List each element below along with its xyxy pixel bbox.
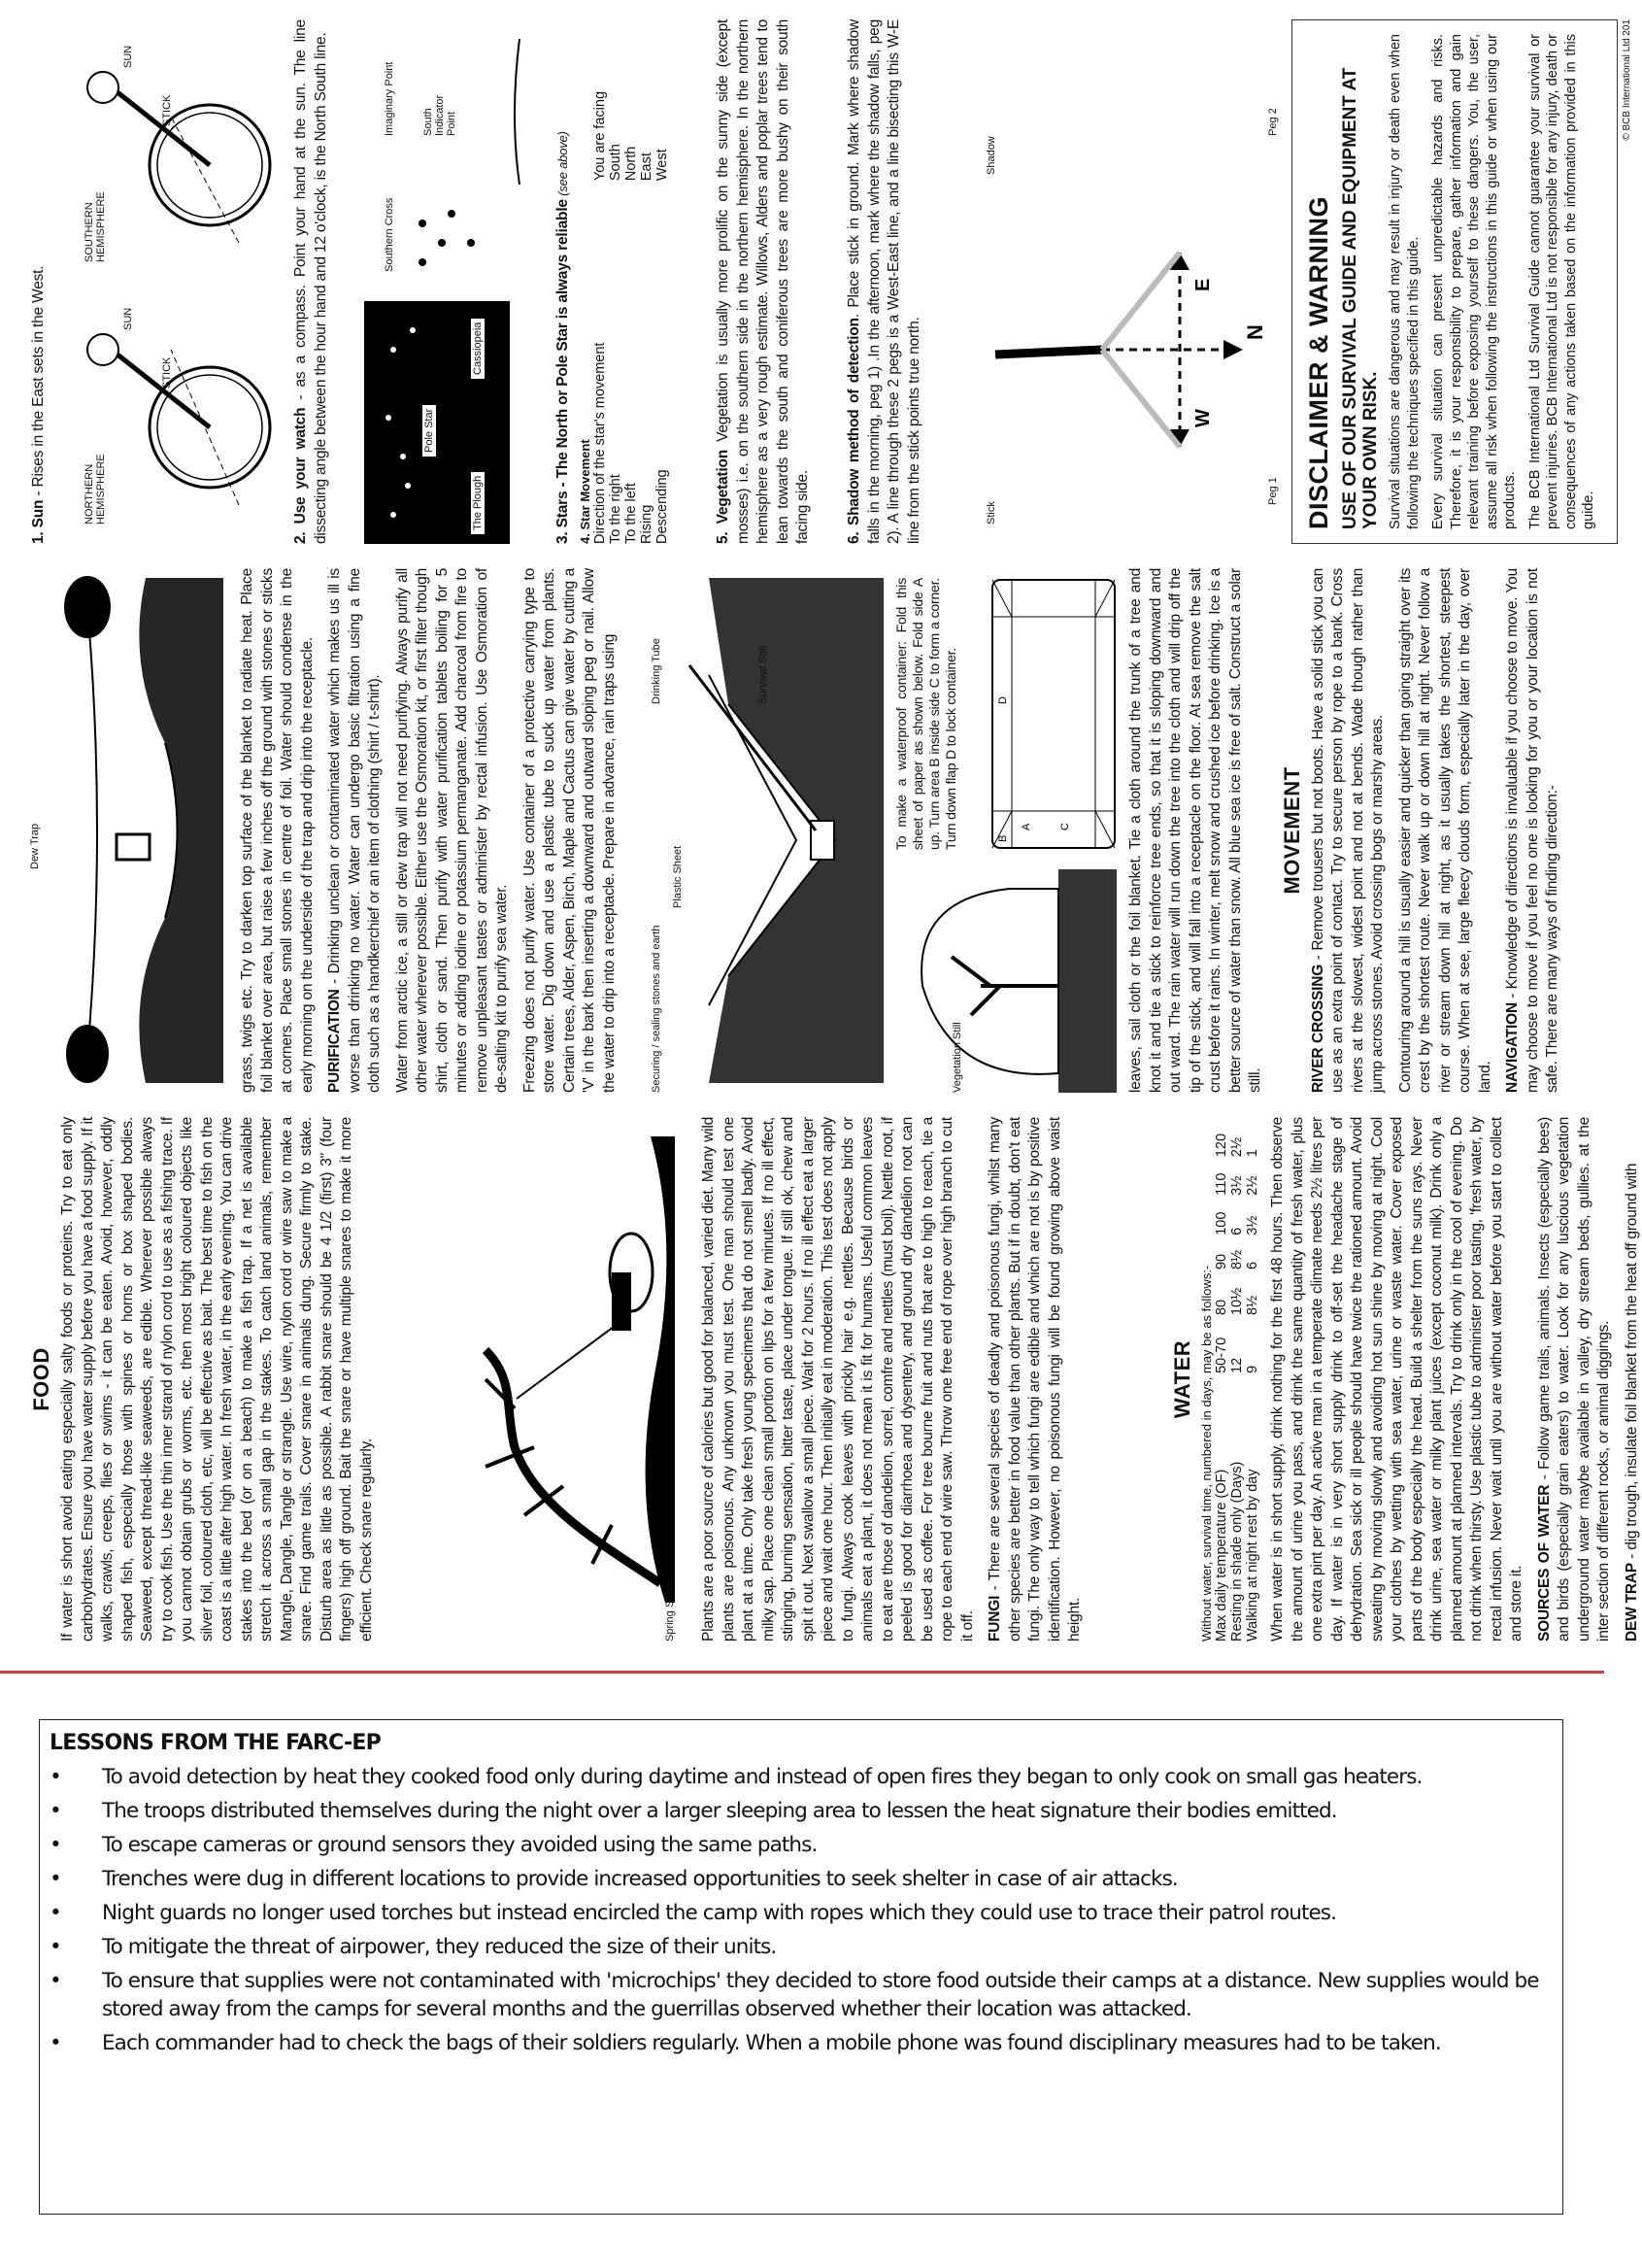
lesson-text: To avoid detection by heat they cooked food only during daytime and instead of open fires they began to only cook on small gas heaters. bbox=[102, 1765, 1423, 1789]
lesson-text: To mitigate the threat of airpower, they reduced the size of their units. bbox=[102, 1935, 777, 1959]
facing-direction: West bbox=[653, 149, 670, 182]
plants-paragraph: Plants are a poor source of calories but good for balanced, varied diet. Many wild plants are poisonous. Any unknown you must test. One man should test one plant at a time. Only take fresh young specimens that do not smell badly. Avoid milky sap. Place one clean small portion on lips for a few minutes. If no ill effect, stinging, burning sensation, bitter taste, place under tongue. If still ok, chew and spit it out. Next swallow a small piece. Wait for 2 hours. If no ill effect eat a larger piece and wait one hour. Then initially eat in moderation. This test does not apply to fungi. Always cook leaves with prickly hair e.g. nettles. Because birds or animals eat a plant, it does not mean it is fit for humans. Useful common leaves to eat are those of dandelion, sorrel, comfre and nettles (must boil). Nettle root, if peeled is good for diarrhoea and dysentery, and ground dry dandelion root can be used as coffee. For tree bourne fruit and nuts that are to high to reach, tie a rope to each end of wire saw. Throw one free end of rope over high branch to cut it off. bbox=[700, 1117, 976, 1642]
star-direction: To the left bbox=[622, 483, 639, 544]
dew-trap-text: - dig trough, insulate foil blanket from the heat off ground with bbox=[1623, 1163, 1640, 1563]
disclaimer-section bbox=[1291, 19, 1632, 544]
northern-hemisphere-label: NORTHERN HEMISPHERE bbox=[84, 454, 107, 525]
water-short-supply-paragraph: When water is in short supply, drink nothing for the first 48 hours. Then observe the amount of urine you pass, and drink the same quantity of fresh water, plus one extra pint per day. An active man in a temperate climate needs 2½ litres per day. If water is in very short supply drink to off-set the headache stage of dehydration. Sea sick or ill people should have twice the rationed amount. Avoid sweating by moving slowly and avoiding hot sun shine by moving at night. Cool your clothes by wetting with sea water, urine or waste water. Cover exposed parts of the body especially the head. Build a shelter from the suns rays. Never drink urine, sea water or milky plant juices (except coconut milk). Drink only a planned amount at planned intervals. Try to drink only in the cool of evening. Do not drink when thirsty. Use plastic tube to administer poor tasting, 'fresh water, by rectal infusion. Never wait until you are without water before you start to collect and store it. bbox=[1269, 1117, 1525, 1642]
shadow-method-section bbox=[845, 19, 971, 544]
lesson-item bbox=[50, 1831, 1549, 1859]
container-label-b: B bbox=[997, 834, 1009, 842]
facing-direction: South bbox=[607, 144, 623, 182]
dew-trap-continued: grass, twigs etc. Try to darken top surface of the blanket to radiate heat. Place foil blanket over area, but raise a few inches off the ground with stones or sticks at corners. Place small stones in centre of foil. Water should condense in the early morning on the underside of the trap and drip into the receptacle. bbox=[239, 568, 316, 1093]
food-heading: FOOD bbox=[29, 1347, 53, 1411]
disclaimer-subtitle: USE OF OUR SURVIVAL GUIDE AND EQUIPMENT AT YOUR OWN RISK. bbox=[1340, 67, 1381, 529]
sources-of-water-paragraph bbox=[1535, 1117, 1615, 1642]
star-movement-row bbox=[608, 19, 623, 544]
lesson-item bbox=[50, 2029, 1549, 2057]
lesson-item bbox=[50, 1967, 1549, 2023]
water-table-row bbox=[1245, 1117, 1260, 1642]
shadow-text: . Place stick in ground. Mark where shadow falls in the morning, peg 1) .In the afternoon, mark where the shadow falls, peg 2). A line through these 2 pegs is a West-East line, and a line bisecting this W-E line from the stick points true north. bbox=[846, 18, 922, 544]
water-table-cell: 50-70 bbox=[1214, 1337, 1229, 1373]
lessons-box bbox=[39, 1719, 1563, 2215]
water-table-cell: 100 bbox=[1214, 1211, 1229, 1236]
section-divider bbox=[0, 1671, 1604, 1674]
spring-snare-illustration bbox=[456, 1117, 680, 1642]
purification-label: PURIFICATION bbox=[326, 989, 343, 1093]
shadow-caption: Shadow bbox=[986, 136, 997, 175]
disclaimer-box bbox=[1291, 19, 1618, 544]
food-paragraph: If water is short avoid eating especially salty foods or proteins. Try to eat only carbohydrates. Ensure you have water supply before you have a food supply. If it walks, crawls, creeps, flies or swims - it can be eaten. Avoid, however, oddly shaped fish, especially those with spines or horns or box shaped bodies. Seaweed, except thread-like seaweeds, are edible. Wherever possible always try to cook fish. Use the thin inner strand of nylon cord to use as a fishing trace. If you cannot obtain grubs or worms, etc. then most bright coloured objects like silver foil, coloured cloth, etc, will be effective as bait. The best time to fish on the coast is a little after high water. In fresh water, in the early evening. You can drive stakes into the bed (or on a beach) to make a fish trap. If a net is available stretch it across a small gap in the stakes. To catch land animals, remember Mangle, Dangle, Tangle or strangle. Use wire, nylon cord or wire saw to make a snare. Find game trails. Cover snare in animals dung. Secure firmly to stake. Disturb area as little as possible. A rabbit snare should be 4 1/2 (first) 3" (four fingers) high off ground. Bait the snare or have multiple snares to make it more efficient. Check snare regularly. bbox=[59, 1117, 375, 1642]
guide-column-navigation bbox=[29, 18, 1632, 544]
bullet-icon: • bbox=[50, 1935, 61, 1959]
navigation-paragraph bbox=[1503, 568, 1563, 1093]
pole-star-label: Pole Star bbox=[422, 405, 436, 457]
cassiopeia-label: Cassiopeia bbox=[471, 319, 485, 379]
bullet-icon: • bbox=[50, 1799, 61, 1823]
dew-trap-caption: Dew Trap bbox=[29, 823, 41, 869]
rain-and-movement-section bbox=[1126, 568, 1583, 1093]
lesson-item bbox=[50, 1763, 1549, 1791]
water-table-row-label: Walking at night rest by day bbox=[1245, 1469, 1260, 1642]
lesson-item bbox=[50, 1797, 1549, 1825]
vegetation-label: 5. Vegetation bbox=[715, 449, 731, 544]
water-table-cell: 3½ bbox=[1229, 1175, 1245, 1196]
water-table-cell: 9 bbox=[1245, 1365, 1260, 1373]
freezing-paragraph: Freezing does not purify water. Use container of a protective carrying type to store water. Dig down and use a plastic tube to suck up water from plants. Certain trees, Alder, Aspen, Birch, Maple and Cactus can give water by cutting a 'V' in the bark then inserting a downward and outward sloping peg or nail. Allow the water to drip into a receptacle. Prepare in advance, rain traps using bbox=[520, 568, 618, 1093]
lesson-item bbox=[50, 1933, 1549, 1961]
east-label: E bbox=[1192, 278, 1214, 291]
water-table-cell: 6 bbox=[1229, 1227, 1245, 1236]
disclaimer-title: DISCLAIMER & WARNING bbox=[1304, 196, 1333, 529]
caption-vegetation-still: Vegetation Still bbox=[952, 1022, 963, 1093]
river-crossing-paragraph bbox=[1309, 568, 1389, 1093]
facing-direction: You are facing bbox=[591, 90, 608, 182]
lesson-item bbox=[50, 1899, 1549, 1927]
star-movement-row bbox=[654, 19, 670, 544]
star-direction: Direction of the star's movement bbox=[591, 342, 608, 544]
spring-snare-drawing bbox=[456, 1117, 680, 1642]
lesson-text: The troops distributed themselves during the night over a larger sleeping area to lessen the heat signature their bodies emitted. bbox=[102, 1799, 1337, 1823]
container-label-a: A bbox=[1021, 823, 1032, 830]
navigation-label: NAVIGATION bbox=[1504, 1001, 1521, 1093]
star-direction: Descending bbox=[653, 469, 670, 544]
stick-label-north: STICK bbox=[161, 356, 173, 389]
fungi-text: - There are several species of deadly and poisonous fungi, whilst many other species are better in food value than other plants. But if in doubt, don't eat fungi. The only way to tell which fungi are edible and which are not is by positive identification. However, no poisonous fungi will be found growing above waist height. bbox=[987, 1117, 1083, 1642]
star-movement-table bbox=[592, 19, 670, 544]
peg2-caption: Peg 2 bbox=[1267, 108, 1279, 136]
bullet-icon: • bbox=[50, 2031, 61, 2055]
water-table-cell: 80 bbox=[1214, 1299, 1229, 1316]
water-table-cell: 12 bbox=[1229, 1357, 1245, 1373]
water-table-cell: 110 bbox=[1214, 1172, 1229, 1196]
vegetation-direction-section bbox=[714, 19, 859, 544]
disclaimer-paragraph: Every survival situation can present unpredictable hazards and risks. Therefore, it is your responsibility to prepare, gather information and gain relevant training before exposing yourself to these dangers. You, the user, assume all risk when following the instructions in this guide or when using our products. bbox=[1430, 34, 1518, 529]
stars-note: (see above) bbox=[555, 131, 570, 200]
stars-illustration bbox=[364, 19, 549, 544]
facing-direction: North bbox=[622, 146, 639, 182]
stick-label-south: STICK bbox=[161, 94, 173, 126]
north-label: N bbox=[1243, 324, 1267, 340]
guide-column-water bbox=[29, 568, 1575, 1093]
guide-column-food bbox=[29, 1117, 1640, 1642]
dew-trap-drawing bbox=[29, 568, 223, 1093]
dew-trap-paragraph bbox=[1623, 1117, 1642, 1642]
spring-snare-caption: Spring Snare bbox=[664, 1578, 676, 1642]
water-table-cell: 1 bbox=[1245, 1149, 1260, 1158]
river-crossing-label: RIVER CROSSING bbox=[1309, 964, 1326, 1093]
water-table-cell: 6 bbox=[1245, 1261, 1260, 1270]
lesson-text: To escape cameras or ground sensors they avoided using the same paths. bbox=[102, 1833, 818, 1857]
arctic-water-paragraph: Water from arctic ice, a still or dew trap will not need purifying. Always purify all other water wherever possible. Either use the Osmoration kit, or first filter though shirt, cloth or sand. Then purify with water purification tablets boiling for 5 minutes or adding iodine or potassium permanganate. Add charcoal from fire to remove unpleasant tastes or administer by rectal infusion. Use Osmoration of de-salting kit to purify sea water. bbox=[393, 568, 510, 1093]
water-heading: WATER bbox=[1170, 1339, 1194, 1419]
rain-trap-paragraph: leaves, sail cloth or the foil blanket. Tie a cloth around the trunk of a tree and knot it and tie a stick to reinforce tree ends, so that it is sloping downward and out ward. The rain water will run down the tree into the cloth and will drip off the tip of the stick, and will fall into a receptacle on the floor. At sea remove the salt crust before it rains. In winter, melt snow and crushed ice before drinking. Ice is a better source of water than snow. All blue sea ice is free of salt. Construct a solar still. bbox=[1127, 568, 1263, 1093]
star-direction: To the right bbox=[607, 474, 623, 544]
water-table-cell: 90 bbox=[1214, 1253, 1229, 1270]
container-label-d: D bbox=[997, 696, 1009, 704]
caption-securing-stones: Securing / sealing stones and earth bbox=[651, 925, 662, 1093]
survival-still-illustration bbox=[651, 568, 884, 1093]
sun-label-north: SUN bbox=[122, 307, 134, 330]
water-table-cell: 3½ bbox=[1245, 1215, 1260, 1236]
water-table-cell: 10½ bbox=[1229, 1287, 1245, 1316]
container-label-c: C bbox=[1059, 823, 1071, 830]
star-movement-row bbox=[623, 19, 639, 544]
sources-label: SOURCES OF WATER bbox=[1535, 1484, 1553, 1642]
watch-text: - as a compass. Point your hand at the sun. The line dissecting angle between the hour hand and 12 o'clock, is the North South line. bbox=[292, 19, 329, 544]
food-section bbox=[29, 1117, 437, 1642]
watch-compass-illustration bbox=[64, 19, 287, 544]
star-field-drawing bbox=[364, 19, 549, 544]
star-movement-row bbox=[639, 19, 654, 544]
water-table-cell: 8½ bbox=[1245, 1295, 1260, 1316]
vegetation-still-drawing bbox=[893, 869, 1117, 1093]
water-table-cell: 2½ bbox=[1229, 1136, 1245, 1158]
star-movement-heading: 4. Star Movement bbox=[577, 439, 592, 544]
lesson-item bbox=[50, 1865, 1549, 1893]
southern-cross-label: Southern Cross bbox=[384, 197, 395, 272]
shadow-label: 6. Shadow method of detection bbox=[846, 318, 862, 544]
bullet-icon: • bbox=[50, 1765, 61, 1789]
river-crossing-text: - Remove trousers but not boots. Have a solid stick you can use as an extra point of contact. Try to secure person by rope to a bank. Cross rivers at the slowest, widest point and not at bends. Wade though rather than jump across stones. Avoid crossing bogs or marshy areas. bbox=[1309, 568, 1386, 1093]
water-table-intro: Without water, survival time, numbered in days, may be as follows:- bbox=[1199, 1265, 1214, 1642]
dew-trap-label: DEW TRAP bbox=[1623, 1562, 1640, 1642]
bullet-icon: • bbox=[50, 1833, 61, 1857]
fungi-label: FUNGI bbox=[987, 1595, 1003, 1642]
lessons-list bbox=[50, 1763, 1549, 2057]
sun-label: 1. Sun bbox=[30, 499, 47, 544]
stars-label: 3. Stars - The North or Pole Star is always reliable bbox=[554, 199, 571, 544]
facing-direction: East bbox=[638, 152, 654, 182]
water-table-row bbox=[1229, 1117, 1245, 1642]
watch-label: 2. Use your watch bbox=[292, 407, 309, 544]
disclaimer-paragraph: The BCB International Ltd Survival Guide cannot guarantee your survival or prevent injuries. BCB International Ltd is not responsible for any injury, death or consequences of any actions taken based on the information provided in this guide. bbox=[1526, 34, 1596, 529]
water-table-cell: 2½ bbox=[1245, 1175, 1260, 1196]
star-movement-section bbox=[553, 19, 709, 544]
south-indicator-label: South Indicator Point bbox=[422, 94, 457, 136]
plough-label: The Plough bbox=[471, 472, 485, 534]
star-direction: Rising bbox=[638, 504, 654, 544]
purification-paragraph bbox=[325, 568, 385, 1093]
imaginary-point-label: Imaginary Point bbox=[384, 61, 395, 136]
vegetation-text: Vegetation is usually more prolific on the sunny side (except mosses) i.e. on the southern side in the northern hemisphere. In the northern hemisphere as a very rough estimate. Willows, Alders and poplar trees tend to lean towards the south and coniferous trees are more bushy on their south facing side. bbox=[715, 18, 811, 544]
copyright-notice: © BCB International Ltd 201 bbox=[1621, 19, 1632, 141]
waterproof-container-diagram bbox=[990, 578, 1117, 850]
water-table-row-label: Max daily temperature (OF) bbox=[1214, 1469, 1229, 1642]
water-table-cell: 8½ bbox=[1229, 1249, 1245, 1270]
water-table-cell: 120 bbox=[1214, 1133, 1229, 1158]
shadow-method-illustration bbox=[976, 19, 1325, 544]
star-movement-row bbox=[592, 19, 608, 544]
dew-trap-illustration bbox=[29, 568, 223, 1093]
caption-survival-still: Survival Still bbox=[757, 646, 769, 704]
southern-hemisphere-label: SOUTHERN HEMISPHERE bbox=[84, 191, 107, 262]
bullet-icon: • bbox=[50, 1901, 61, 1925]
lesson-text: To ensure that supplies were not contaminated with 'microchips' they decided to store food outside their camps at a distance. New supplies would be stored away from the camps for several months and the guerrillas observed whether their location was attacked. bbox=[102, 1969, 1539, 2021]
water-table-row bbox=[1214, 1117, 1229, 1642]
stick-caption: Stick bbox=[986, 501, 997, 525]
water-survival-table bbox=[1214, 1117, 1260, 1642]
water-table-row-label: Resting in shade only (Days) bbox=[1229, 1461, 1245, 1642]
sun-label-south: SUN bbox=[122, 45, 134, 68]
lessons-title: LESSONS FROM THE FARC-EP bbox=[50, 1731, 381, 1755]
west-label: W bbox=[1192, 409, 1214, 427]
plants-section bbox=[699, 1117, 1156, 1642]
lesson-text: Night guards no longer used torches but instead encircled the camp with ropes which they could use to trace their patrol routes. bbox=[102, 1901, 1337, 1925]
fungi-paragraph bbox=[986, 1117, 1086, 1642]
lesson-text: Each commander had to check the bags of their soldiers regularly. When a mobile phone was found disciplinary measures had to be taken. bbox=[102, 2031, 1441, 2055]
purification-text: - Drinking unclean or contaminated water which makes us ill is worse than drinking no water. Water can undergo basic filtration using a fine cloth such as a handkerchief or an item of clothing (shirt / t-shirt). bbox=[326, 568, 383, 1093]
navigation-text: - Knowledge of directions is invaluable if you choose to move. You may choose to move if you feel no one is looking for you or your location is not safe. There are many ways of finding direction:- bbox=[1504, 568, 1560, 1093]
vegetation-still-illustration bbox=[893, 568, 1126, 1093]
movement-heading: MOVEMENT bbox=[1279, 766, 1304, 895]
peg1-caption: Peg 1 bbox=[1267, 477, 1279, 505]
sun-text: - Rises in the East sets in the West. bbox=[30, 265, 47, 500]
caption-plastic-sheet: Plastic Sheet bbox=[672, 845, 684, 908]
lesson-text: Trenches were dug in different locations to provide increased opportunities to seek shelter in case of air attacks. bbox=[102, 1867, 1178, 1891]
sun-direction bbox=[29, 19, 62, 544]
watch-compass-text bbox=[291, 19, 359, 544]
disclaimer-paragraph: Survival situations are dangerous and may result in injury or death even when following the techniques specified in this guide. bbox=[1388, 34, 1422, 529]
waterproof-container-instructions: To make a waterproof container: Fold this sheet of paper as shown below. Fold side A up. Turn area B inside side C to form a corner. Turn down flap D to lock container. bbox=[893, 578, 958, 850]
caption-drinking-tube: Drinking Tube bbox=[651, 638, 662, 704]
shadow-method-drawing bbox=[976, 19, 1325, 544]
bullet-icon: • bbox=[50, 1867, 61, 1891]
bullet-icon: • bbox=[50, 1969, 61, 1993]
water-section bbox=[1170, 1117, 1640, 1642]
sources-text: - Follow game trails, animals. Insects (especially bees) and birds (especially grain eaters) to water. Look for any luscious vegetation underground water maybe available in valley, dry stream beds, gullies. at the inter section of different rocks, or animal diggings. bbox=[1535, 1117, 1612, 1642]
contouring-paragraph: Contouring around a hill is usually easier and quicker than going straight over its crest by the shortest route. Never walk up or down hill at night. Never follow a river or stream down hill at night, as it usually takes the shortest, steepest course. When at see, large fleecy clouds form, especially later in the day, over land. bbox=[1396, 568, 1493, 1093]
